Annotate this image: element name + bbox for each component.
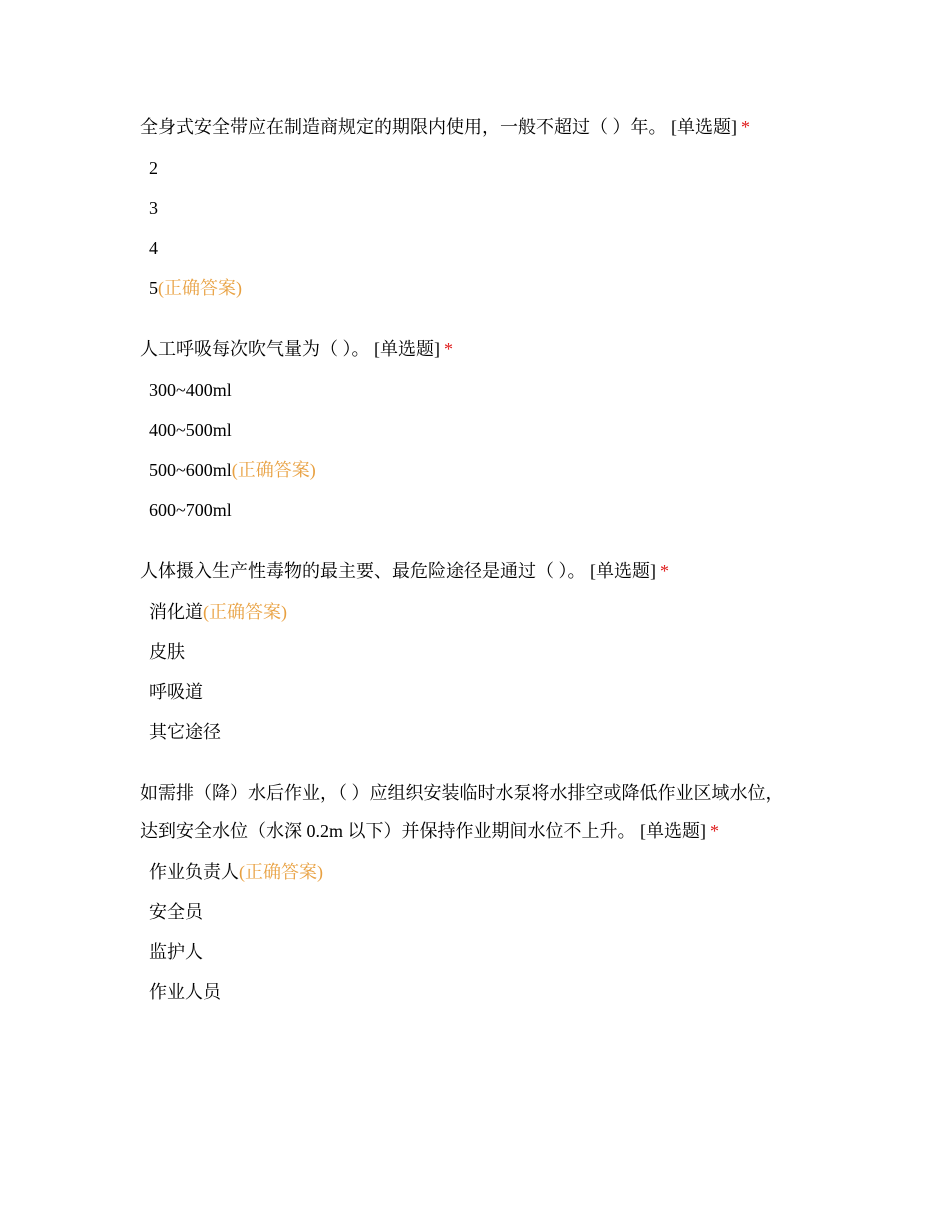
question-3: [140, 552, 790, 752]
option-item[interactable]: [140, 592, 790, 632]
question-text: 如需排（降）水后作业，（ ）应组织安装临时水泵将水排空或降低作业区域水位，达到安全水位（水深 0.2m 以下）并保持作业期间水位不上升。: [140, 783, 784, 841]
correct-answer-mark: (正确答案): [239, 862, 323, 882]
option-item[interactable]: [140, 852, 790, 892]
required-mark: *: [444, 339, 453, 359]
option-item[interactable]: [140, 268, 790, 308]
option-text: 2: [149, 158, 158, 178]
question-title: [140, 108, 790, 146]
option-text: 300~400ml: [149, 380, 232, 400]
option-item[interactable]: [140, 632, 790, 672]
question-list: [140, 108, 790, 1034]
question-text: 全身式安全带应在制造商规定的期限内使用，一般不超过（ ）年。: [140, 117, 667, 137]
question-title: [140, 330, 790, 368]
option-item[interactable]: [140, 932, 790, 972]
option-list: [140, 852, 790, 1012]
option-item[interactable]: [140, 188, 790, 228]
option-list: [140, 370, 790, 530]
option-item[interactable]: [140, 450, 790, 490]
option-text: 其它途径: [149, 722, 221, 742]
option-text: 600~700ml: [149, 500, 232, 520]
option-list: [140, 592, 790, 752]
required-mark: *: [660, 561, 669, 581]
required-mark: *: [710, 821, 719, 841]
option-text: 500~600ml: [149, 460, 232, 480]
correct-answer-mark: (正确答案): [203, 602, 287, 622]
option-item[interactable]: [140, 370, 790, 410]
question-type: [单选题]: [671, 117, 737, 137]
option-text: 皮肤: [149, 642, 185, 662]
question-1: [140, 108, 790, 308]
question-2: [140, 330, 790, 530]
option-item[interactable]: [140, 672, 790, 712]
option-text: 4: [149, 238, 158, 258]
option-text: 消化道: [149, 602, 203, 622]
question-4: [140, 774, 790, 1012]
option-text: 作业人员: [149, 982, 221, 1002]
option-item[interactable]: [140, 228, 790, 268]
option-text: 作业负责人: [149, 862, 239, 882]
option-item[interactable]: [140, 410, 790, 450]
question-title: [140, 774, 790, 850]
option-text: 5: [149, 278, 158, 298]
option-text: 3: [149, 198, 158, 218]
question-text: 人工呼吸每次吹气量为（ ）。: [140, 339, 370, 359]
correct-answer-mark: (正确答案): [231, 460, 316, 480]
required-mark: *: [741, 117, 750, 137]
option-text: 呼吸道: [149, 682, 203, 702]
option-list: [140, 148, 790, 308]
option-item[interactable]: [140, 148, 790, 188]
option-item[interactable]: [140, 892, 790, 932]
question-type: [单选题]: [374, 339, 440, 359]
question-title: [140, 552, 790, 590]
option-text: 监护人: [149, 942, 203, 962]
question-type: [单选题]: [640, 821, 706, 841]
correct-answer-mark: (正确答案): [158, 278, 242, 298]
option-item[interactable]: [140, 972, 790, 1012]
option-item[interactable]: [140, 490, 790, 530]
question-text: 人体摄入生产性毒物的最主要、最危险途径是通过（ ）。: [140, 561, 586, 581]
question-type: [单选题]: [590, 561, 656, 581]
option-text: 400~500ml: [149, 420, 232, 440]
option-text: 安全员: [149, 902, 203, 922]
option-item[interactable]: [140, 712, 790, 752]
